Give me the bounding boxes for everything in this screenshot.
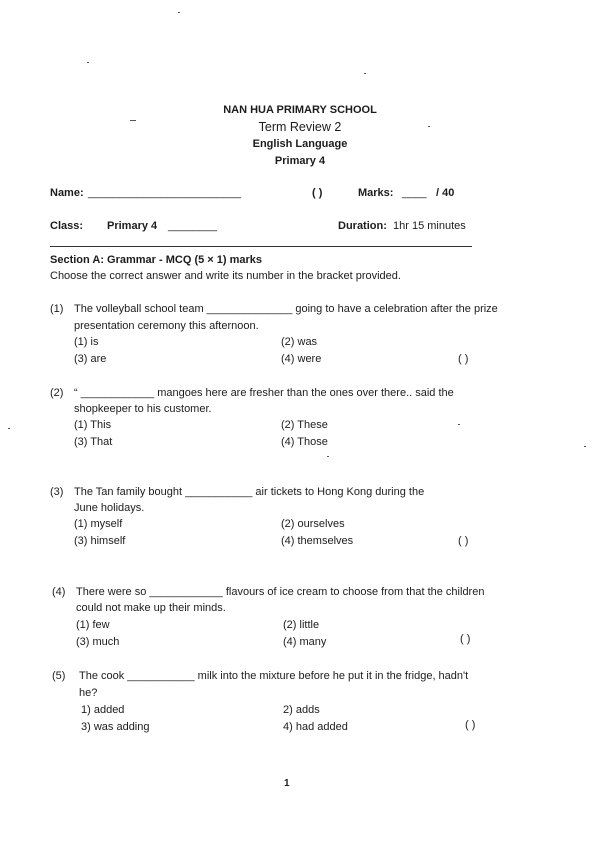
option-1[interactable]: (1) few xyxy=(76,619,110,631)
answer-bracket[interactable]: ( ) xyxy=(458,535,469,547)
subject-title: English Language xyxy=(252,138,348,150)
scan-speck xyxy=(327,456,329,457)
answer-bracket[interactable]: ( ) xyxy=(458,353,469,365)
question-text-continued: shopkeeper to his customer. xyxy=(74,403,212,415)
page-number: 1 xyxy=(284,778,290,789)
question-text: The volleyball school team ______________ going to have a celebration after the prize xyxy=(74,303,498,315)
question-text-continued: he? xyxy=(79,687,98,699)
duration-value: 1hr 15 minutes xyxy=(393,220,466,232)
option-4[interactable]: (4) Those xyxy=(281,436,328,448)
question-text: The cook ___________ milk into the mixture before he put it in the fridge, hadn't xyxy=(79,670,469,682)
divider-line xyxy=(50,246,472,247)
question-number: (2) xyxy=(50,387,64,399)
option-4[interactable]: 4) had added xyxy=(283,721,348,733)
question-text-continued: presentation ceremony this afternoon. xyxy=(74,320,259,332)
option-2[interactable]: 2) adds xyxy=(283,704,320,716)
option-3[interactable]: (3) himself xyxy=(74,535,126,547)
option-2[interactable]: (2) ourselves xyxy=(281,518,345,530)
option-2[interactable]: (2) was xyxy=(281,336,318,348)
option-4[interactable]: (4) themselves xyxy=(281,535,354,547)
option-3[interactable]: (3) much xyxy=(76,636,120,648)
question-text-continued: could not make up their minds. xyxy=(76,602,226,614)
option-3[interactable]: (3) are xyxy=(74,353,107,365)
class-value: Primary 4 xyxy=(107,220,158,232)
answer-bracket[interactable]: ( ) xyxy=(465,719,476,731)
scan-speck xyxy=(458,424,460,425)
option-1[interactable]: (1) myself xyxy=(74,518,123,530)
answer-bracket[interactable]: ( ) xyxy=(460,633,471,645)
marks-total: / 40 xyxy=(436,187,455,199)
scan-speck xyxy=(178,12,180,13)
option-3[interactable]: 3) was adding xyxy=(81,721,150,733)
question-number: (3) xyxy=(50,486,64,498)
question-text-continued: June holidays. xyxy=(74,502,145,514)
question-text: The Tan family bought ___________ air tickets to Hong Kong during the xyxy=(74,486,425,498)
question-number: (5) xyxy=(52,670,66,682)
question-text: There were so ____________ flavours of ice cream to choose from that the children xyxy=(76,586,485,598)
scan-speck xyxy=(584,446,586,447)
option-4[interactable]: (4) were xyxy=(281,353,322,365)
marks-field[interactable]: ____ xyxy=(402,187,427,199)
class-field[interactable]: ________ xyxy=(168,220,217,232)
option-1[interactable]: (1) This xyxy=(74,419,112,431)
level-title: Primary 4 xyxy=(274,155,326,167)
option-1[interactable]: 1) added xyxy=(81,704,125,716)
question-number: (4) xyxy=(52,586,66,598)
marks-label: Marks: xyxy=(358,187,394,199)
scan-speck xyxy=(364,73,366,74)
question-number: (1) xyxy=(50,303,64,315)
class-label: Class: xyxy=(50,220,84,232)
school-name: NAN HUA PRIMARY SCHOOL xyxy=(223,104,377,116)
option-2[interactable]: (2) These xyxy=(281,419,328,431)
register-number-bracket[interactable]: ( ) xyxy=(312,187,323,199)
section-instruction: Choose the correct answer and write its number in the bracket provided. xyxy=(50,270,401,282)
scan-speck xyxy=(8,428,10,429)
scan-speck xyxy=(87,62,89,63)
name-field[interactable]: _________________________ xyxy=(88,187,241,199)
question-text: “ ____________ mangoes here are fresher than the ones over there.. said the xyxy=(74,387,454,399)
option-3[interactable]: (3) That xyxy=(74,436,113,448)
duration-label: Duration: xyxy=(338,220,387,232)
name-label: Name: xyxy=(50,187,84,199)
option-1[interactable]: (1) is xyxy=(74,336,99,348)
section-title: Section A: Grammar - MCQ (5 × 1) marks xyxy=(50,254,263,266)
option-4[interactable]: (4) many xyxy=(283,636,327,648)
term-title: Term Review 2 xyxy=(258,120,342,134)
option-2[interactable]: (2) little xyxy=(283,619,320,631)
